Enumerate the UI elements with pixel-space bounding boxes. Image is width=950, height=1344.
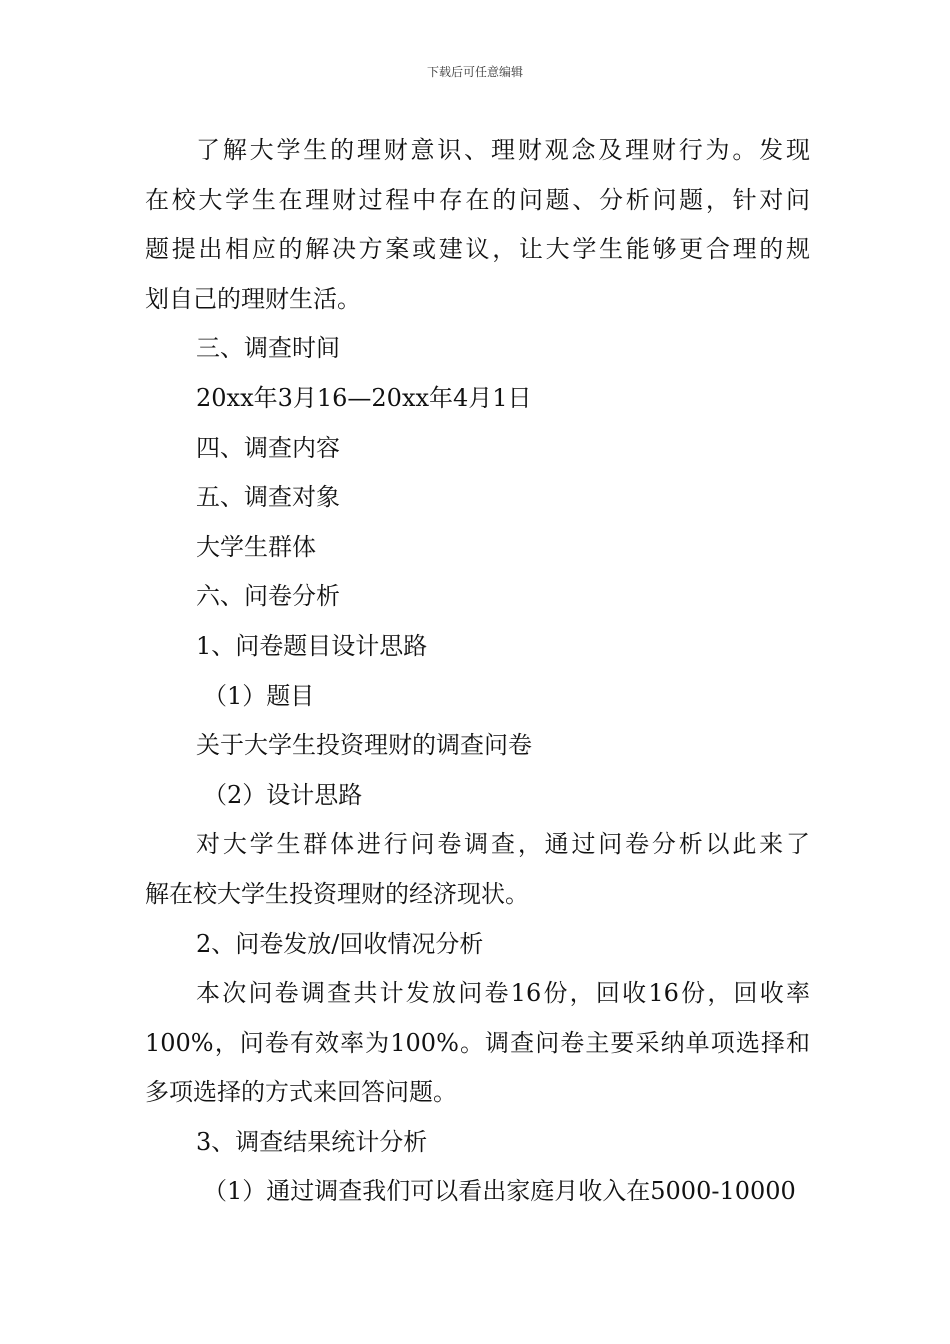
paragraph-line: 100%，问卷有效率为100%。调查问卷主要采纳单项选择和	[145, 1028, 810, 1057]
paragraph-line: 本次问卷调查共计发放问卷16份，回收16份，回收率	[196, 979, 810, 1008]
paragraph-line: （1）通过调查我们可以看出家庭月收入在5000-10000	[203, 1177, 796, 1206]
paragraph-line: 多项选择的方式来回答问题。	[145, 1078, 457, 1107]
document-body	[145, 126, 810, 1217]
page-header: 下载后可任意编辑	[426, 65, 523, 79]
section-heading: 六、问卷分析	[196, 582, 340, 611]
subsection-heading: 1、问卷题目设计思路	[196, 631, 428, 660]
paragraph-line: 了解大学生的理财意识、理财观念及理财行为。发现	[196, 136, 810, 164]
paragraph-line: 对大学生群体进行问卷调查，通过问卷分析以此来了	[196, 830, 810, 859]
subsection-heading: （1）题目	[203, 681, 315, 710]
paragraph-line: 题提出相应的解决方案或建议，让大学生能够更合理的规	[145, 235, 810, 264]
subsection-heading: （2）设计思路	[203, 780, 363, 809]
section-heading: 四、调查内容	[196, 433, 340, 462]
subsection-heading: 2、问卷发放/回收情况分析	[196, 929, 484, 958]
paragraph-line: 20xx年3月16—20xx年4月1日	[196, 383, 532, 412]
paragraph-line: 大学生群体	[196, 532, 316, 561]
section-heading: 三、调查时间	[196, 334, 340, 363]
subsection-heading: 3、调查结果统计分析	[196, 1127, 428, 1156]
paragraph-line: 解在校大学生投资理财的经济现状。	[145, 879, 529, 908]
section-heading: 五、调查对象	[196, 483, 340, 512]
paragraph-line: 关于大学生投资理财的调查问卷	[196, 731, 532, 760]
paragraph-line: 在校大学生在理财过程中存在的问题、分析问题，针对问	[145, 185, 810, 214]
paragraph-line: 划自己的理财生活。	[145, 284, 361, 313]
